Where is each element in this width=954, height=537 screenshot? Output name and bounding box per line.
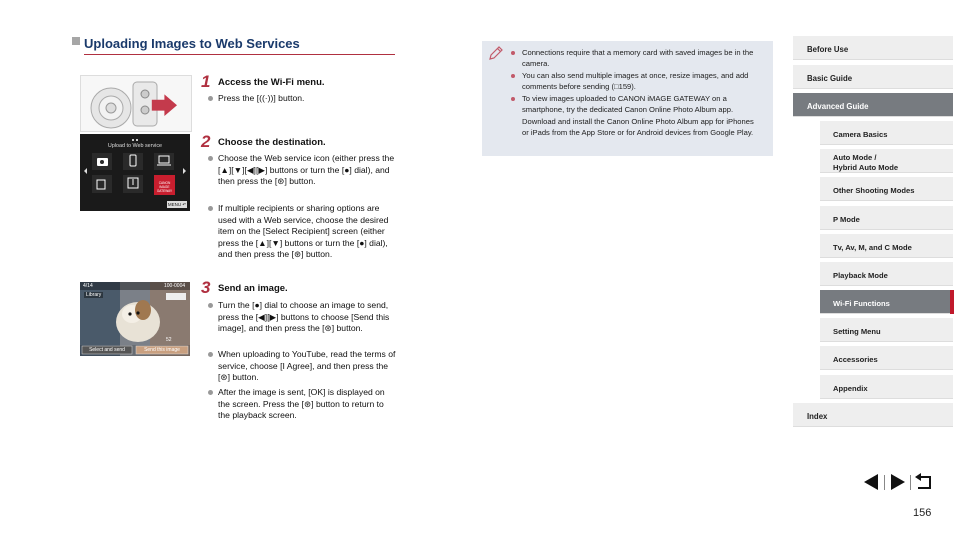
page-number: 156 <box>913 507 932 519</box>
send-this-image-button: Send this image <box>144 347 180 353</box>
step-3-bullet: When uploading to YouTube, read the terms of service, choose [I Agree], and then press the [⊛] button. <box>218 349 398 384</box>
nav-appendix[interactable]: Appendix <box>820 375 953 399</box>
next-page-icon[interactable] <box>888 472 908 492</box>
step-3-title: Send an image. <box>218 283 288 294</box>
file-number: 100-0004 <box>164 283 186 289</box>
nav-p-mode[interactable]: P Mode <box>820 206 953 230</box>
pencil-icon <box>488 45 504 61</box>
nav-setting-menu[interactable]: Setting Menu <box>820 318 953 342</box>
nav-divider <box>884 475 885 490</box>
note-box <box>482 41 773 156</box>
gateway-tile-label: CANON iMAGE GATEWAY <box>156 181 173 193</box>
step-2-bullet: If multiple recipients or sharing options are used with a Web service, choose the desired item on the [Select Recipient] screen (either press the [▲][▼] buttons or turn the [●] dial), and then press the [⊛] button. <box>218 203 398 261</box>
camera-wifi-button-illustration <box>80 75 192 132</box>
screen-caption: Upload to Web service <box>107 143 163 149</box>
return-icon[interactable] <box>913 472 933 492</box>
send-image-screen <box>80 282 190 356</box>
nav-before-use[interactable]: Before Use <box>793 36 953 60</box>
step-1-bullet: Press the [((·))] button. <box>218 93 398 105</box>
nav-advanced-guide[interactable]: Advanced Guide <box>793 93 953 117</box>
title-underline <box>84 54 395 55</box>
step-1-title: Access the Wi-Fi menu. <box>218 77 325 88</box>
nav-camera-basics[interactable]: Camera Basics <box>820 121 953 145</box>
nav-other-shooting-modes[interactable]: Other Shooting Modes <box>820 177 953 201</box>
step-3-number: 3 <box>201 278 211 297</box>
title-marker <box>72 37 80 45</box>
note-item: Connections require that a memory card with saved images be in the camera. <box>522 47 762 70</box>
nav-divider <box>910 475 911 490</box>
nav-auto-mode-line1: Auto Mode / <box>833 153 877 162</box>
prev-page-icon[interactable] <box>861 472 881 492</box>
select-and-send-button: Select and send <box>89 347 125 353</box>
step-2-title: Choose the destination. <box>218 137 326 148</box>
step-2-bullet: Choose the Web service icon (either press the [▲][▼][◀][▶] buttons or turn the [●] dial), and then press the [⊛] button. <box>218 153 398 188</box>
step-2-number: 2 <box>201 132 211 151</box>
note-item: To view images uploaded to CANON iMAGE GATEWAY on a smartphone, try the dedicated Canon Online Photo Album app. Download and install the Canon Online Photo Album app for iPhones or iPads from the App Store or for Android devices from Google Play. <box>522 93 762 139</box>
nav-index[interactable]: Index <box>793 403 953 427</box>
nav-auto-mode[interactable] <box>820 149 953 173</box>
active-indicator <box>950 290 954 314</box>
nav-accessories[interactable]: Accessories <box>820 346 953 370</box>
nav-wifi-functions[interactable]: Wi-Fi Functions <box>820 290 953 314</box>
nav-tv-av-m-c-mode[interactable]: Tv, Av, M, and C Mode <box>820 234 953 258</box>
library-label: Library <box>86 292 102 298</box>
menu-badge: MENU ↶ <box>167 202 187 207</box>
step-1-number: 1 <box>201 72 211 91</box>
image-counter: 4/14 <box>83 283 93 289</box>
nav-playback-mode[interactable]: Playback Mode <box>820 262 953 286</box>
upload-web-service-screen <box>80 134 190 211</box>
note-item: You can also send multiple images at once, resize images, and add comments before sending (□159). <box>522 70 762 93</box>
nav-auto-mode-line2: Hybrid Auto Mode <box>833 162 899 172</box>
image-count: 52 <box>166 337 172 343</box>
step-3-bullet: After the image is sent, [OK] is displayed on the screen. Press the [⊛] button to return to the playback screen. <box>218 387 398 422</box>
step-3-bullet: Turn the [●] dial to choose an image to send, press the [◀][▶] buttons to choose [Send this image], and then press the [⊛] button. <box>218 300 398 335</box>
page-title: Uploading Images to Web Services <box>84 36 300 51</box>
nav-basic-guide[interactable]: Basic Guide <box>793 65 953 89</box>
